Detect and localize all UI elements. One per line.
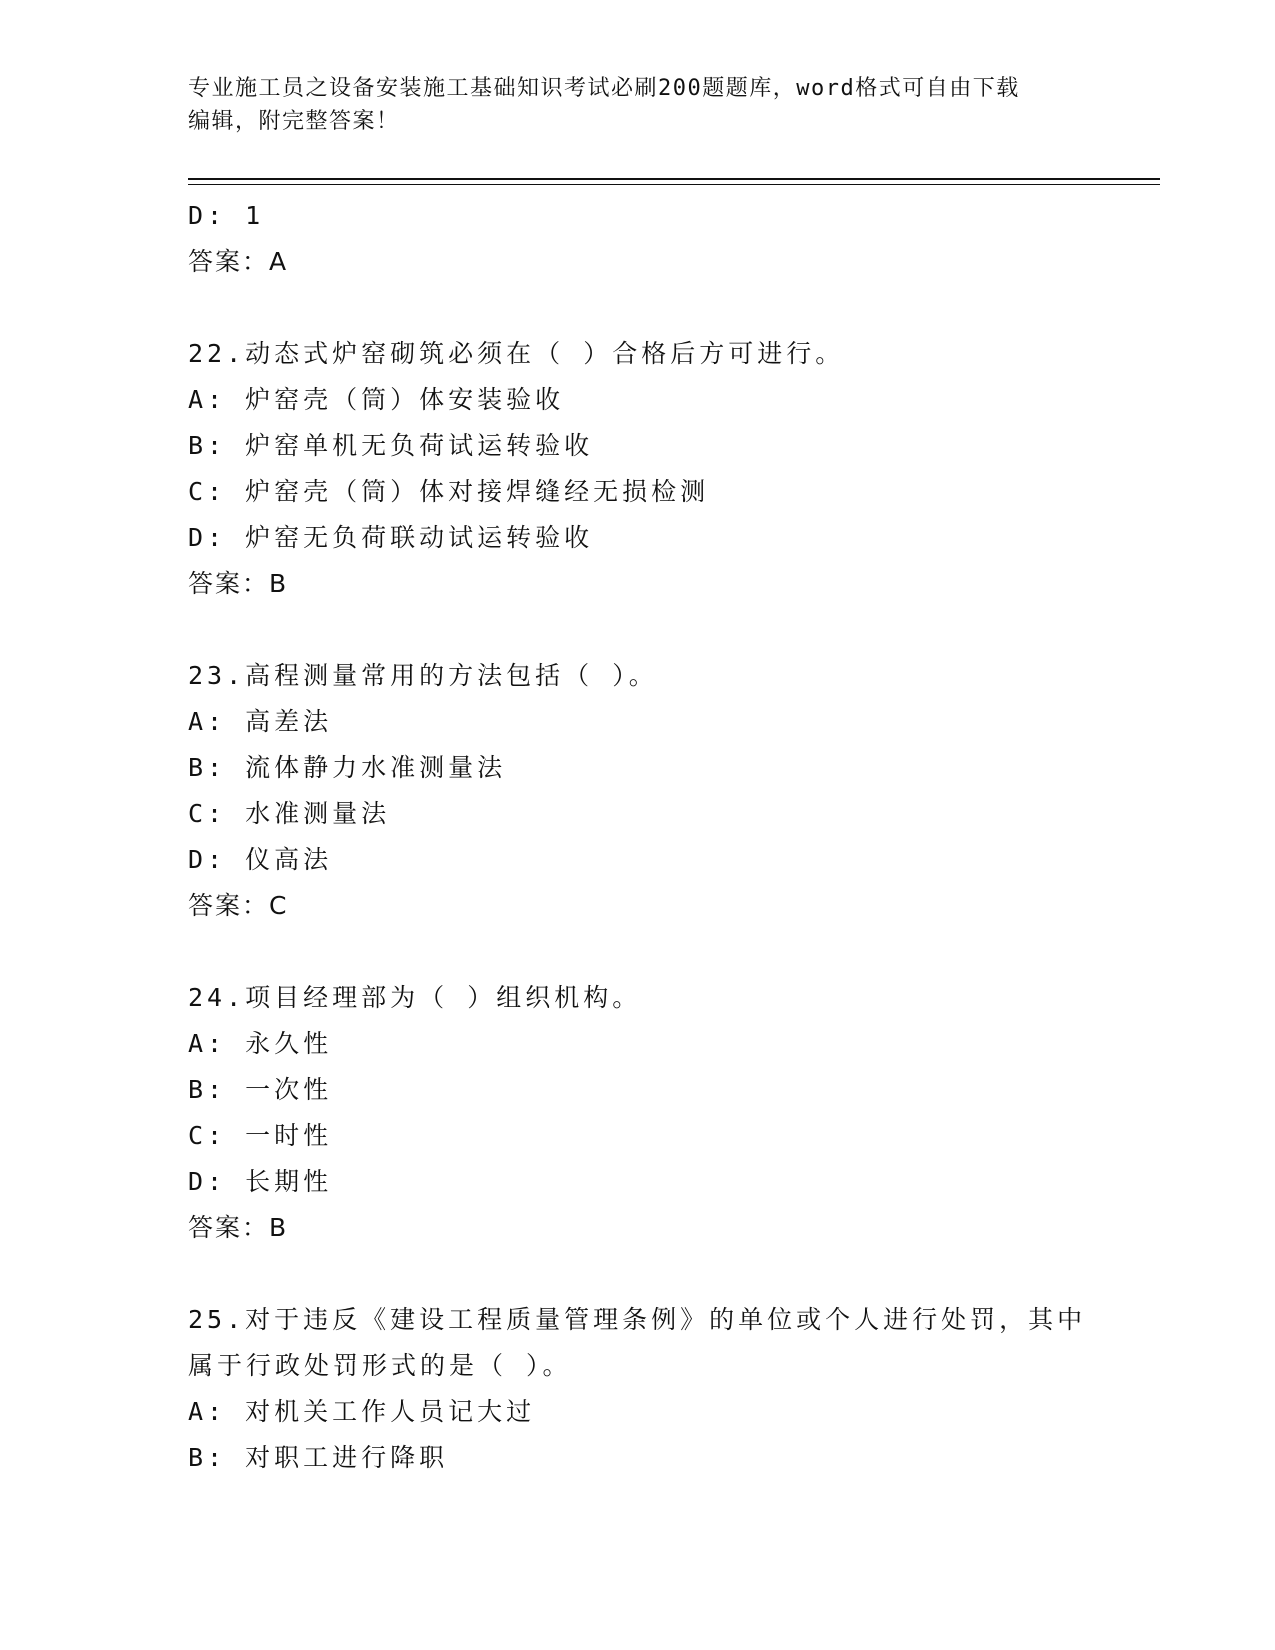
question-block-23 xyxy=(188,653,1148,929)
answer: 答案：C xyxy=(188,891,289,920)
spacer xyxy=(188,1251,1148,1297)
question-list xyxy=(188,193,1148,1481)
spacer xyxy=(188,607,1148,653)
spacer xyxy=(188,929,1148,975)
option-b: B: 炉窑单机无负荷试运转验收 xyxy=(188,431,594,460)
question-text-line-1: 25.对于违反《建设工程质量管理条例》的单位或个人进行处罚，其中 xyxy=(188,1305,1087,1334)
header-line-2: 编辑，附完整答案！ xyxy=(188,109,400,134)
question-block-25 xyxy=(188,1297,1148,1481)
option-a: A: 对机关工作人员记大过 xyxy=(188,1397,536,1426)
prev-answer: 答案：A xyxy=(188,247,289,276)
prev-option-d: D: 1 xyxy=(188,201,265,230)
question-text: 22.动态式炉窑砌筑必须在（ ）合格后方可进行。 xyxy=(188,339,845,368)
option-c: C: 一时性 xyxy=(188,1121,333,1150)
option-c: C: 炉窑壳（筒）体对接焊缝经无损检测 xyxy=(188,477,710,506)
option-b: B: 流体静力水准测量法 xyxy=(188,753,507,782)
option-b: B: 对职工进行降职 xyxy=(188,1443,449,1472)
option-a: A: 永久性 xyxy=(188,1029,333,1058)
option-d: D: 仪高法 xyxy=(188,845,333,874)
header-rule-thin xyxy=(188,184,1160,185)
question-text-line-2: 属于行政处罚形式的是（ ）。 xyxy=(188,1351,572,1380)
option-d: D: 长期性 xyxy=(188,1167,333,1196)
option-b: B: 一次性 xyxy=(188,1075,333,1104)
question-block-24 xyxy=(188,975,1148,1251)
question-block-22 xyxy=(188,331,1148,607)
option-a: A: 高差法 xyxy=(188,707,333,736)
question-text: 24.项目经理部为（ ）组织机构。 xyxy=(188,983,642,1012)
option-d: D: 炉窑无负荷联动试运转验收 xyxy=(188,523,594,552)
option-c: C: 水准测量法 xyxy=(188,799,391,828)
answer: 答案：B xyxy=(188,569,289,598)
document-header xyxy=(188,72,1088,138)
header-line-1: 专业施工员之设备安装施工基础知识考试必刷200题题库，word格式可自由下载 xyxy=(188,76,1020,101)
question-text: 23.高程测量常用的方法包括（ ）。 xyxy=(188,661,658,690)
option-a: A: 炉窑壳（筒）体安装验收 xyxy=(188,385,565,414)
answer: 答案：B xyxy=(188,1213,289,1242)
header-rule-thick xyxy=(188,178,1160,180)
spacer xyxy=(188,285,1148,331)
